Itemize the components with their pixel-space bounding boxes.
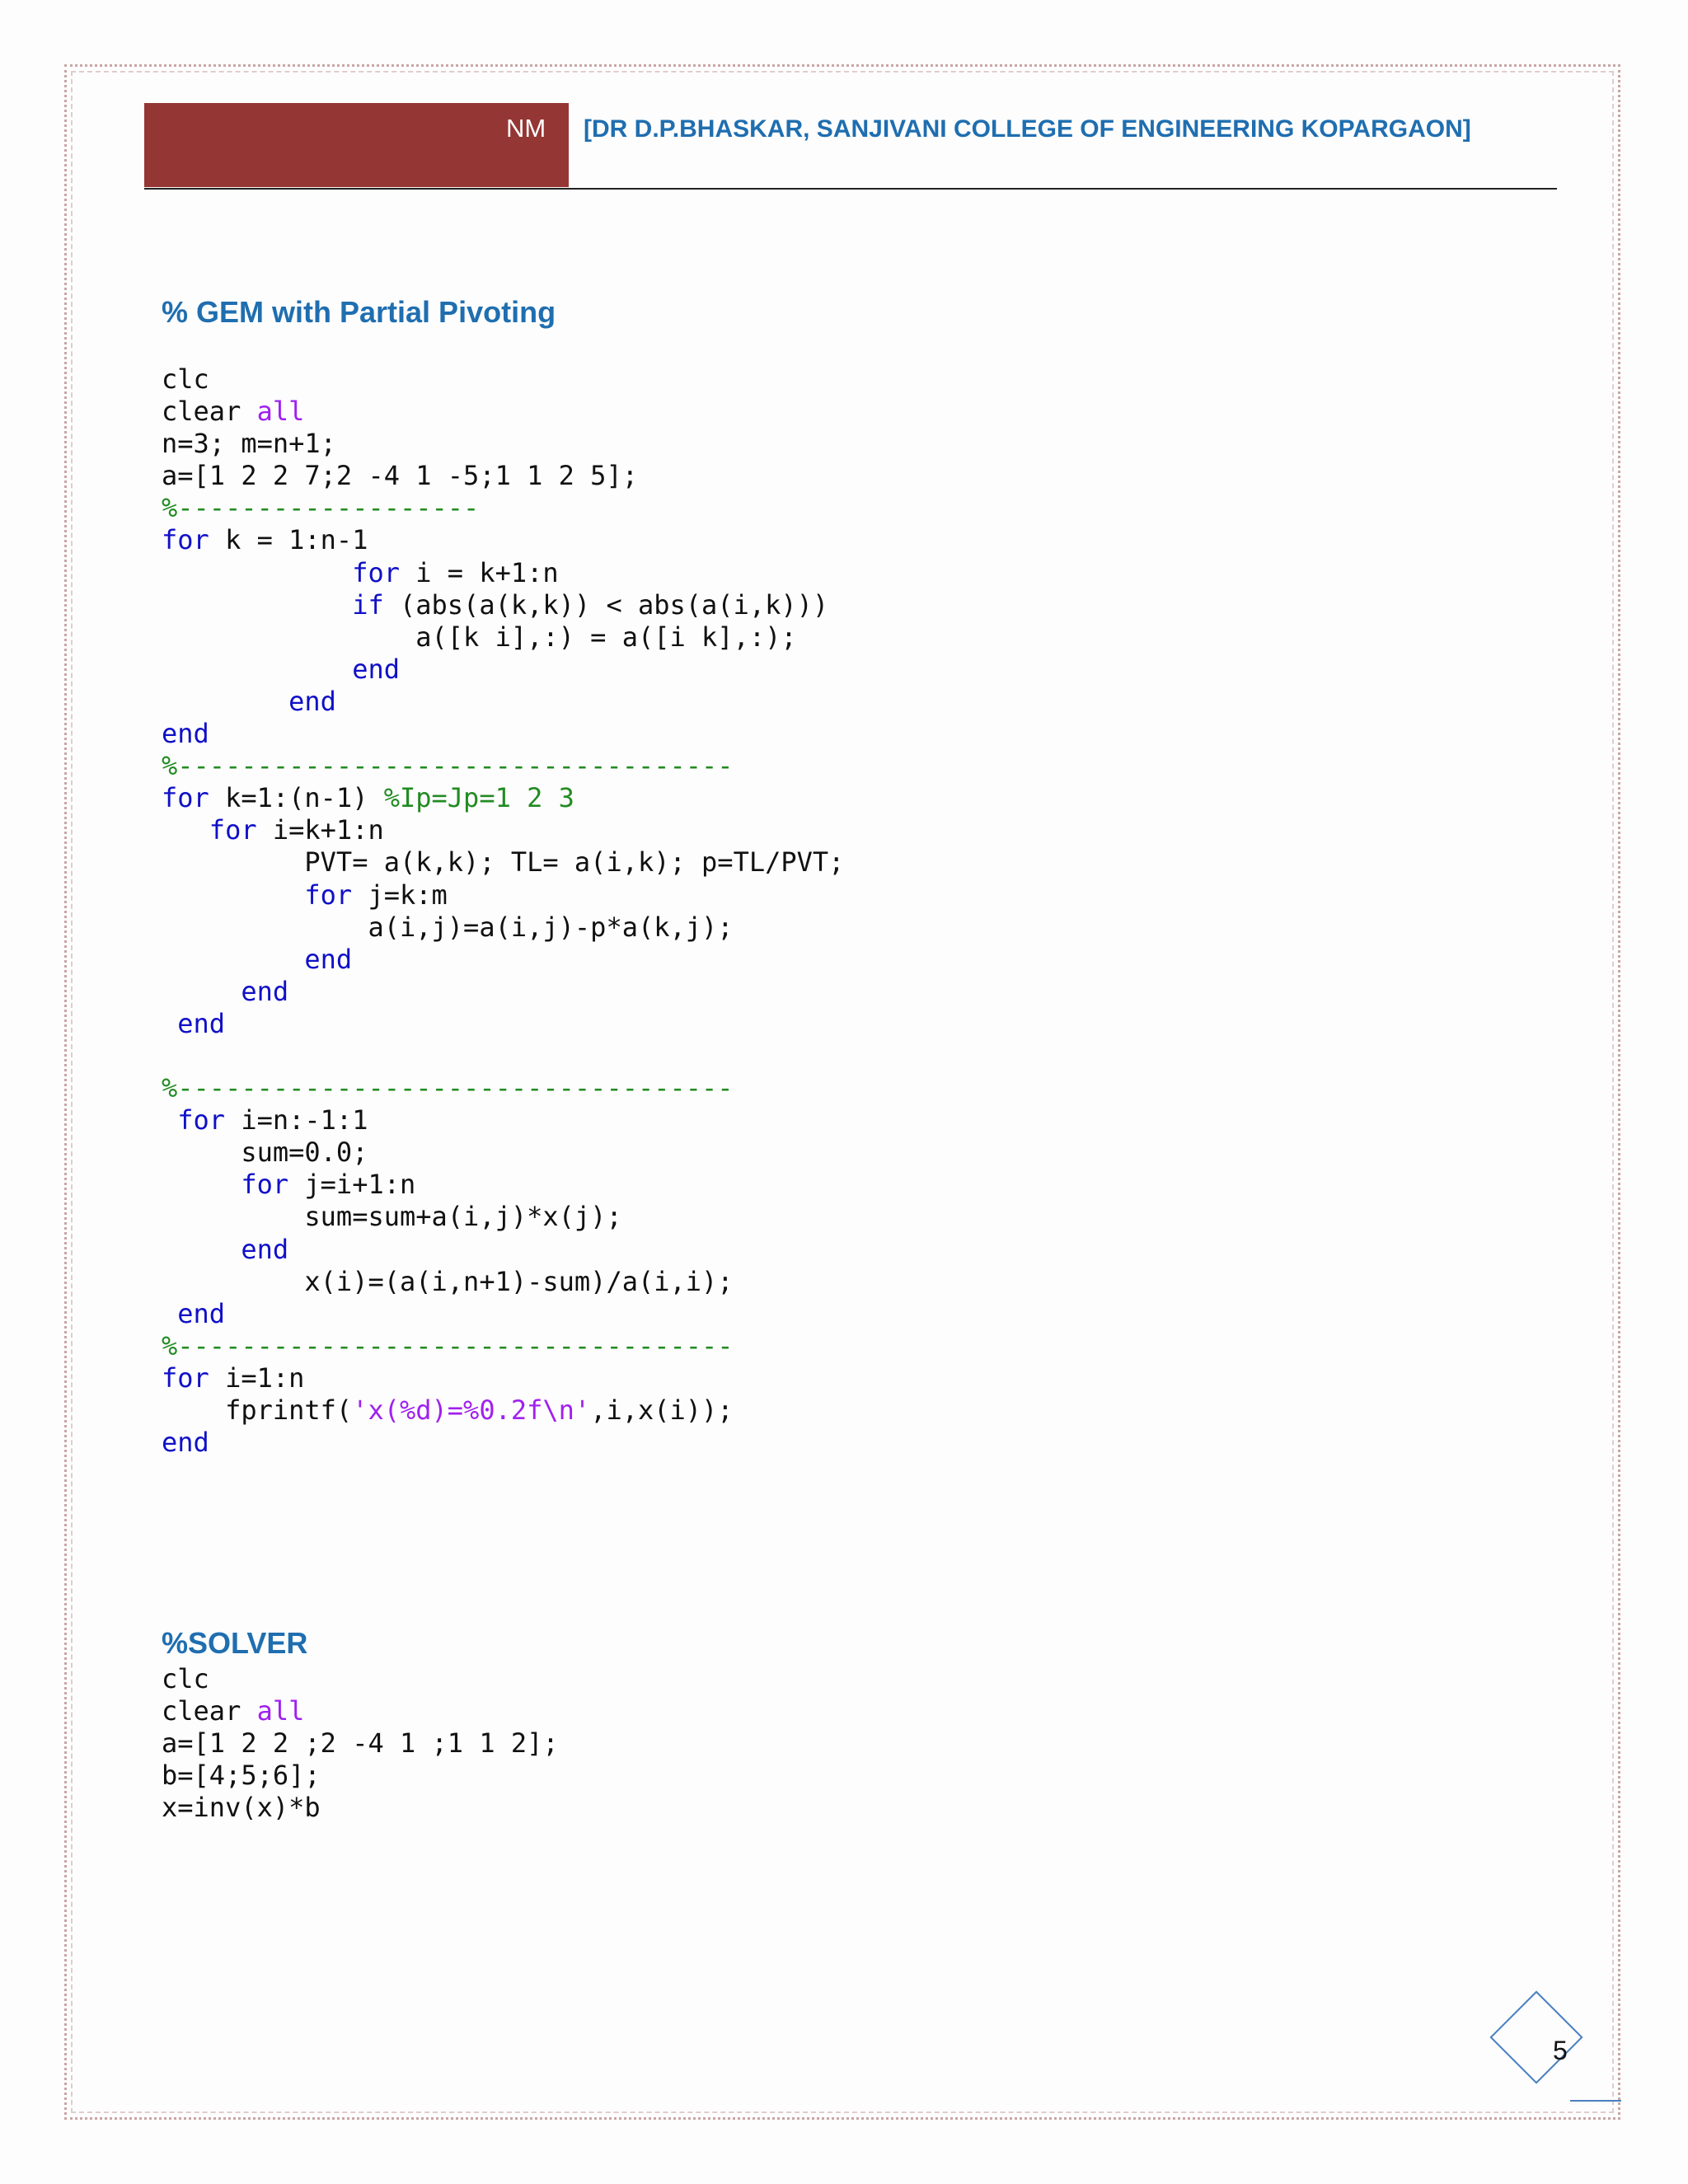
code-token: end bbox=[304, 943, 353, 975]
code-line bbox=[162, 1169, 844, 1201]
code-token bbox=[162, 1169, 241, 1200]
code-line bbox=[162, 1104, 844, 1137]
code-token bbox=[162, 686, 288, 717]
code-line bbox=[162, 782, 844, 814]
code-token: sum=sum+a(i,j)*x(j); bbox=[162, 1201, 622, 1233]
code-token: clear bbox=[162, 396, 257, 428]
code-token: for bbox=[304, 879, 353, 911]
code-token: i=1:n bbox=[209, 1361, 305, 1394]
code-token: fprintf( bbox=[162, 1394, 353, 1426]
code-token: for bbox=[177, 1104, 226, 1137]
code-line bbox=[162, 1394, 844, 1427]
code-line bbox=[162, 1298, 844, 1330]
code-token bbox=[162, 654, 352, 685]
code-token: x=inv(x)*b bbox=[162, 1792, 321, 1824]
code-token: %----------------------------------- bbox=[162, 1329, 734, 1361]
code-token: for bbox=[162, 524, 209, 556]
code-line bbox=[162, 1234, 844, 1266]
code-token: %----------------------------------- bbox=[162, 750, 734, 782]
code-token: end bbox=[162, 1427, 209, 1459]
code-token bbox=[162, 1104, 177, 1136]
code-token: a=[1 2 2 7;2 -4 1 -5;1 1 2 5]; bbox=[162, 460, 638, 492]
code-line bbox=[162, 363, 844, 396]
code-line bbox=[162, 428, 844, 460]
code-token: end bbox=[177, 1297, 226, 1329]
code-line bbox=[162, 1201, 844, 1233]
corner-line bbox=[1570, 2100, 1621, 2102]
code-line bbox=[162, 1727, 559, 1760]
code-line bbox=[162, 1266, 844, 1298]
code-line bbox=[162, 557, 844, 589]
code-token: ,i,x(i)); bbox=[590, 1394, 734, 1426]
code-token: end bbox=[288, 685, 336, 717]
code-token: sum=0.0; bbox=[162, 1137, 368, 1169]
code-token: a=[1 2 2 ;2 -4 1 ;1 1 2]; bbox=[162, 1727, 559, 1760]
code-token: b=[4;5;6]; bbox=[162, 1760, 321, 1792]
code-token bbox=[162, 1234, 241, 1265]
header-title: [DR D.P.BHASKAR, SANJIVANI COLLEGE OF ENGINEERING KOPARGAON] bbox=[584, 115, 1471, 143]
code-line bbox=[162, 492, 844, 524]
code-line bbox=[162, 750, 844, 782]
code-line bbox=[162, 1137, 844, 1169]
section-heading-gem: % GEM with Partial Pivoting bbox=[162, 295, 556, 329]
code-token: %----------------------------------- bbox=[162, 1072, 734, 1104]
code-token bbox=[162, 879, 304, 911]
code-line bbox=[162, 1427, 844, 1459]
code-token bbox=[162, 589, 352, 621]
code-line bbox=[162, 460, 844, 492]
code-token: j=k:m bbox=[352, 879, 448, 911]
code-line bbox=[162, 814, 844, 846]
code-line bbox=[162, 879, 844, 912]
code-token: end bbox=[241, 1233, 289, 1265]
code-token: for bbox=[352, 556, 400, 588]
code-token: end bbox=[352, 653, 400, 685]
code-line bbox=[162, 686, 844, 718]
code-line bbox=[162, 976, 844, 1008]
code-line bbox=[162, 1695, 559, 1727]
code-line bbox=[162, 1663, 559, 1695]
code-token: clc bbox=[162, 363, 209, 395]
code-token: for bbox=[241, 1169, 289, 1201]
code-token bbox=[162, 1008, 177, 1039]
code-token: j=i+1:n bbox=[288, 1169, 416, 1201]
code-token: for bbox=[162, 782, 209, 814]
code-token: end bbox=[162, 718, 209, 750]
header-band bbox=[144, 103, 569, 187]
code-token: end bbox=[177, 1007, 226, 1039]
code-line bbox=[162, 1008, 844, 1040]
code-line bbox=[162, 524, 844, 556]
code-line bbox=[162, 1072, 844, 1104]
code-block-gem bbox=[162, 363, 844, 1459]
code-token bbox=[162, 557, 352, 588]
section-heading-solver: %SOLVER bbox=[162, 1626, 308, 1660]
code-token: k = 1:n-1 bbox=[209, 524, 368, 556]
code-token: for bbox=[162, 1361, 209, 1394]
code-line bbox=[162, 718, 844, 750]
code-token: k=1:(n-1) bbox=[209, 782, 384, 814]
code-token: 'x(%d)=%0.2f\n' bbox=[352, 1394, 591, 1426]
code-token bbox=[162, 814, 209, 846]
code-line bbox=[162, 1760, 559, 1792]
code-line bbox=[162, 912, 844, 944]
code-block-solver bbox=[162, 1663, 559, 1824]
code-token: %------------------- bbox=[162, 492, 480, 524]
code-line bbox=[162, 1792, 559, 1824]
code-line bbox=[162, 1330, 844, 1362]
code-token: (abs(a(k,k)) < abs(a(i,k))) bbox=[383, 588, 829, 621]
code-token: i=k+1:n bbox=[256, 814, 384, 846]
code-token: end bbox=[241, 975, 289, 1007]
code-token bbox=[162, 1298, 177, 1329]
code-token: all bbox=[256, 1695, 305, 1727]
code-token: i = k+1:n bbox=[399, 556, 559, 588]
code-line bbox=[162, 589, 844, 621]
code-token: i=n:-1:1 bbox=[225, 1104, 368, 1137]
code-token: clear bbox=[162, 1695, 257, 1727]
code-line bbox=[162, 1362, 844, 1394]
code-line bbox=[162, 396, 844, 428]
code-line bbox=[162, 1040, 844, 1072]
code-line bbox=[162, 944, 844, 976]
code-line bbox=[162, 846, 844, 879]
code-token: a(i,j)=a(i,j)-p*a(k,j); bbox=[162, 911, 734, 943]
code-token: clc bbox=[162, 1663, 209, 1694]
code-token: PVT= a(k,k); TL= a(i,k); p=TL/PVT; bbox=[162, 846, 845, 879]
code-token bbox=[162, 976, 241, 1007]
code-token: x(i)=(a(i,n+1)-sum)/a(i,i); bbox=[162, 1265, 734, 1297]
code-line bbox=[162, 621, 844, 654]
code-token: %Ip=Jp=1 2 3 bbox=[383, 782, 574, 814]
code-line bbox=[162, 654, 844, 686]
code-token: a([k i],:) = a([i k],:); bbox=[162, 621, 797, 653]
header-course: NM bbox=[506, 114, 546, 143]
page-number: 5 bbox=[1553, 2036, 1568, 2065]
code-token: if bbox=[352, 588, 384, 621]
header-rule bbox=[144, 188, 1557, 190]
code-token: all bbox=[256, 396, 305, 428]
code-token: n=3; m=n+1; bbox=[162, 428, 336, 460]
code-token bbox=[162, 944, 304, 975]
code-token: for bbox=[209, 814, 257, 846]
